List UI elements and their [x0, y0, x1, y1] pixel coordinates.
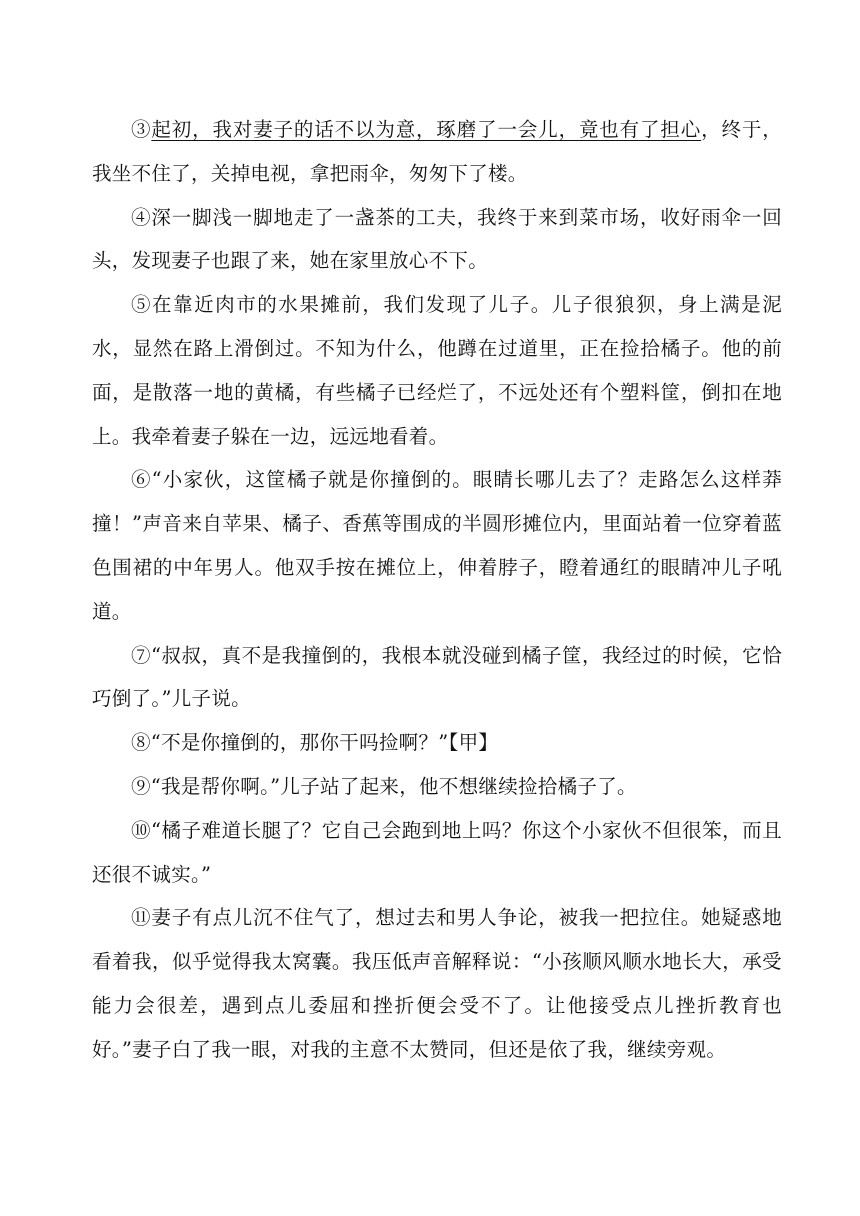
paragraph-6	[92, 458, 782, 633]
paragraph-text: ，终于，我坐不住了，关掉电视，拿把雨伞，匆匆下了楼。	[92, 118, 782, 185]
paragraph-5	[92, 283, 782, 458]
paragraph-text: ⑪妻子有点儿沉不住气了，想过去和男人争论，被我一把拉住。她疑惑地看着我，似乎觉得我太窝囊。我压低声音解释说：“小孩顺风顺水地长大，承受能力会很差，遇到点儿委屈和挫折便会受不了。让他接受点儿挫折教育也好。”妻子白了我一眼，对我的主意不太赞同，但还是依了我，继续旁观。	[92, 906, 782, 1061]
paragraph-text: ⑦“叔叔，真不是我撞倒的，我根本就没碰到橘子筐，我经过的时候，它恰巧倒了。”儿子说。	[92, 643, 782, 711]
paragraph-9	[92, 765, 782, 809]
paragraph-7	[92, 634, 782, 722]
underlined-sentence: 起初，我对妻子的话不以为意，琢磨了一会儿，竟也有了担心	[151, 118, 702, 141]
paragraph-text: ⑤在靠近肉市的水果摊前，我们发现了儿子。儿子很狼狈，身上满是泥水，显然在路上滑倒过。不知为什么，他蹲在过道里，正在捡拾橘子。他的前面，是散落一地的黄橘，有些橘子已经烂了，不远处还有个塑料筐，倒扣在地上。我牵着妻子躲在一边，远远地看着。	[92, 293, 782, 448]
paragraph-text: ⑩“橘子难道长腿了？它自己会跑到地上吗？你这个小家伙不但很笨，而且还很不诚实。”	[92, 818, 782, 886]
paragraph-text: ⑧“不是你撞倒的，那你干吗捡啊？”【甲】	[131, 731, 499, 755]
paragraph-text: ④深一脚浅一脚地走了一盏茶的工夫，我终于来到菜市场，收好雨伞一回头，发现妻子也跟了来，她在家里放心不下。	[92, 205, 782, 273]
paragraph-text: ⑥“小家伙，这筐橘子就是你撞倒的。眼睛长哪儿去了？走路怎么这样莽撞！”声音来自苹果、橘子、香蕉等围成的半圆形摊位内，里面站着一位穿着蓝色围裙的中年男人。他双手按在摊位上，伸着脖子，瞪着通红的眼睛冲儿子吼道。	[92, 468, 782, 623]
paragraph-8	[92, 721, 782, 765]
paragraph-11	[92, 896, 782, 1071]
paragraph-number: ③	[131, 118, 152, 141]
paragraph-10	[92, 809, 782, 897]
paragraph-text: ⑨“我是帮你啊。”儿子站了起来，他不想继续捡拾橘子了。	[131, 774, 637, 798]
article-body	[92, 108, 782, 1072]
paragraph-4	[92, 196, 782, 284]
paragraph-3	[92, 108, 782, 196]
